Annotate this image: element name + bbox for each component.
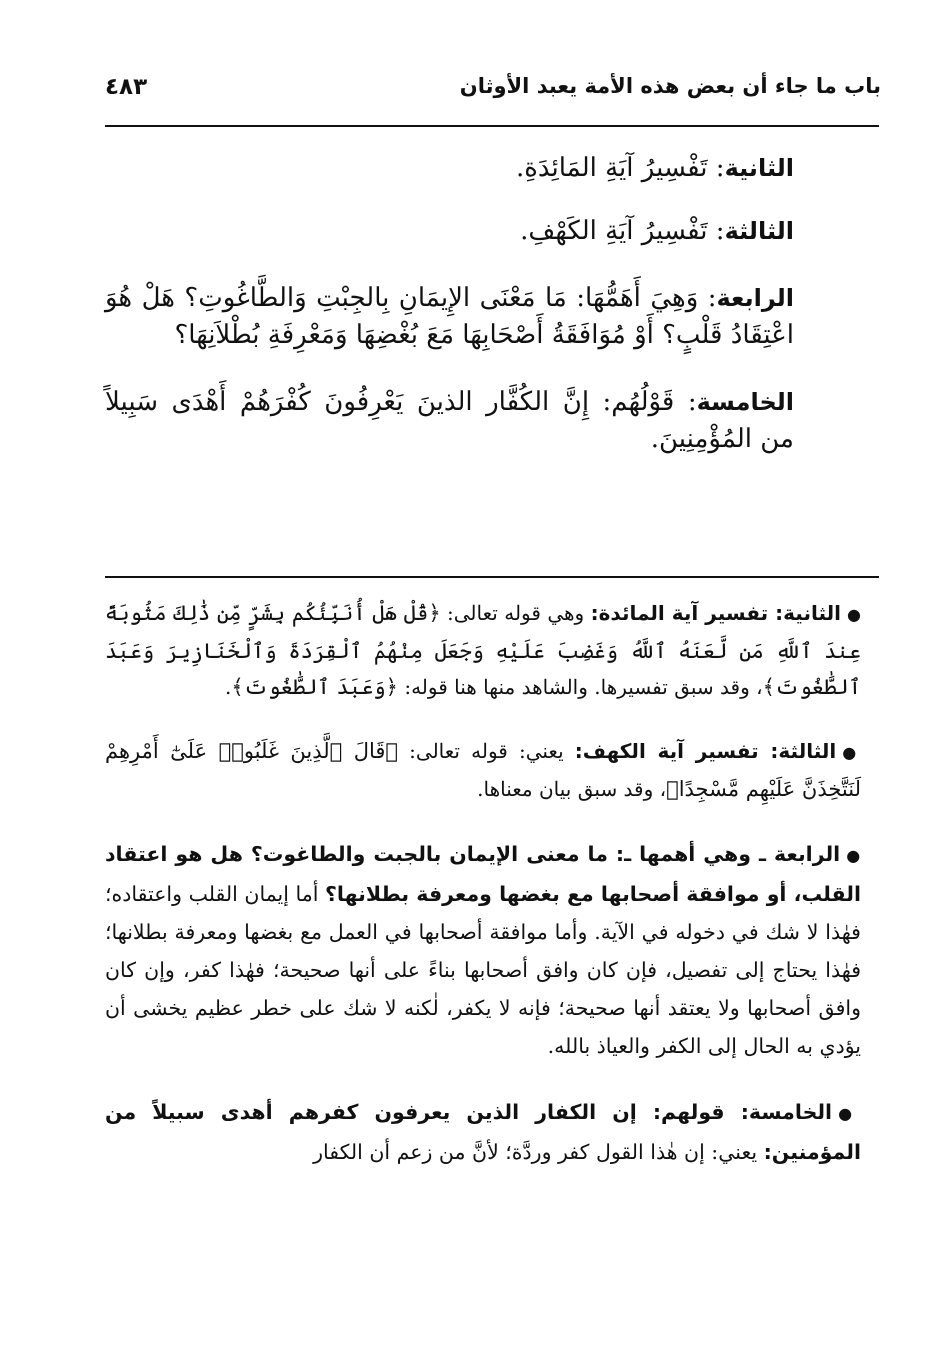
bullet-icon: ● <box>838 1104 861 1123</box>
question-3-text: : تَفْسِيرُ آيَةِ الكَهْفِ. <box>520 216 725 246</box>
running-title: باب ما جاء أن بعض هذه الأمة يعبد الأوثان <box>459 74 881 98</box>
commentary-3-heading: الثالثة: تفسير آية الكهف: <box>574 739 837 763</box>
question-5-label: الخامسة <box>696 388 794 416</box>
bullet-icon: ● <box>846 846 861 865</box>
commentary-5-heading: الخامسة: قولهم: إن الكفار الذين يعرفون كفرهم أهدى سبيلاً من المؤمنين: <box>105 1100 861 1164</box>
main-text <box>105 150 794 458</box>
question-5-text: : قَوْلُهُم: إِنَّ الكُفَّار الذينَ يَعْرِفُونَ كُفْرَهُمْ أَهْدَى سَبِيلاً من المُؤْمِنِينَ. <box>105 387 794 454</box>
commentary-paragraph-4 <box>105 835 861 1065</box>
page-number: ٤٨٣ <box>105 74 148 100</box>
question-2-label: الثانية <box>724 154 794 182</box>
commentary-paragraph-2 <box>105 595 861 705</box>
commentary-2-text-b: ، وقد سبق تفسيرها. والشاهد منها هنا قوله: <box>397 675 763 699</box>
commentary-paragraph-5 <box>105 1093 861 1171</box>
commentary-4-text: أما إيمان القلب واعتقاده؛ فهٰذا لا شك في دخوله في الآية. وأما موافقة أصحابها في العمل مع بغضها ومعرفة بطلانها؛ فهٰذا يحتاج إلى تفصيل، فإن كان وافق أصحابها بناءً على أنها صحيحة؛ فهٰذا كفر، وإن كان وافق أصحابها ولا يعتقد أنها صحيحة؛ فإنه لا يكفر، لٰكنه لا شك على خطر عظيم يخشى أن يؤدي به الحال إلى الكفر والعياذ بالله. <box>105 882 861 1058</box>
question-3-label: الثالثة <box>724 217 794 245</box>
header-rule <box>105 125 879 127</box>
commentary-4-heading: الرابعة ـ وهي أهمها ـ: ما معنى الإيمان بالجبت والطاغوت؟ هل هو اعتقاد القلب، أو موافقة أصحابها مع بغضها ومعرفة بطلانها؟ <box>105 842 861 906</box>
commentary-2-text-a: وهي قوله تعالى: <box>440 601 591 625</box>
question-5 <box>105 384 794 458</box>
commentary-2-end: . <box>224 675 232 699</box>
question-4 <box>105 280 794 354</box>
bullet-icon: ● <box>847 605 862 624</box>
question-3 <box>105 213 794 250</box>
question-4-text: : وَهِيَ أَهَمُّهَا: مَا مَعْنَى الإِيمَانِ بِالجِبْتِ وَالطَّاغُوتِ؟ هَلْ هُوَ اعْتِقَادُ قَلْبٍ؟ أَوْ مُوَافَقَةُ أَصْحَابِهَا مَعَ بُغْضِهَا وَمَعْرِفَةِ بُطْلاَنِهَا؟ <box>105 283 794 350</box>
commentary-2-verse-b: ﴿وَعَبَدَ ٱلطَّٰغُوتَ﴾ <box>231 675 398 699</box>
commentary-3-verse: ﴿قَالَ ٱلَّذِينَ غَلَبُوا۟ عَلَىٰٓ أَمْرِهِمْ لَنَتَّخِذَنَّ عَلَيْهِم مَّسْجِدًا﴾ <box>105 739 861 801</box>
running-header <box>105 74 881 114</box>
question-4-label: الرابعة <box>716 284 794 312</box>
commentary-2-heading: الثانية: تفسير آية المائدة: <box>590 601 841 625</box>
commentary-3-text-a: يعني: قوله تعالى: <box>398 739 575 763</box>
bullet-icon: ● <box>842 743 861 762</box>
commentary-3-text-b: ، وقد سبق بيان معناها. <box>477 777 667 801</box>
commentary-5-text: يعني: إن هٰذا القول كفر وردَّة؛ لأنَّ من زعم أن الكفار <box>313 1140 764 1164</box>
question-2-text: : تَفْسِيرُ آيَةِ المَائِدَةِ. <box>515 153 725 183</box>
question-2 <box>105 150 794 187</box>
commentary-paragraph-3 <box>105 733 861 807</box>
commentary <box>105 595 861 1171</box>
section-rule <box>105 576 879 578</box>
commentary-2-verse-a: ﴿قُلْ هَلْ أُنَبِّئُكُم بِشَرٍّ مِّن ذَٰلِكَ مَثُوبَةً عِندَ ٱللَّهِ مَن لَّعَنَهُ ٱللَّهُ وَغَضِبَ عَلَيْهِ وَجَعَلَ مِنْهُمُ ٱلْقِرَدَةَ وَٱلْخَنَازِيرَ وَعَبَدَ ٱلطَّٰغُوتَ﴾ <box>105 601 861 699</box>
